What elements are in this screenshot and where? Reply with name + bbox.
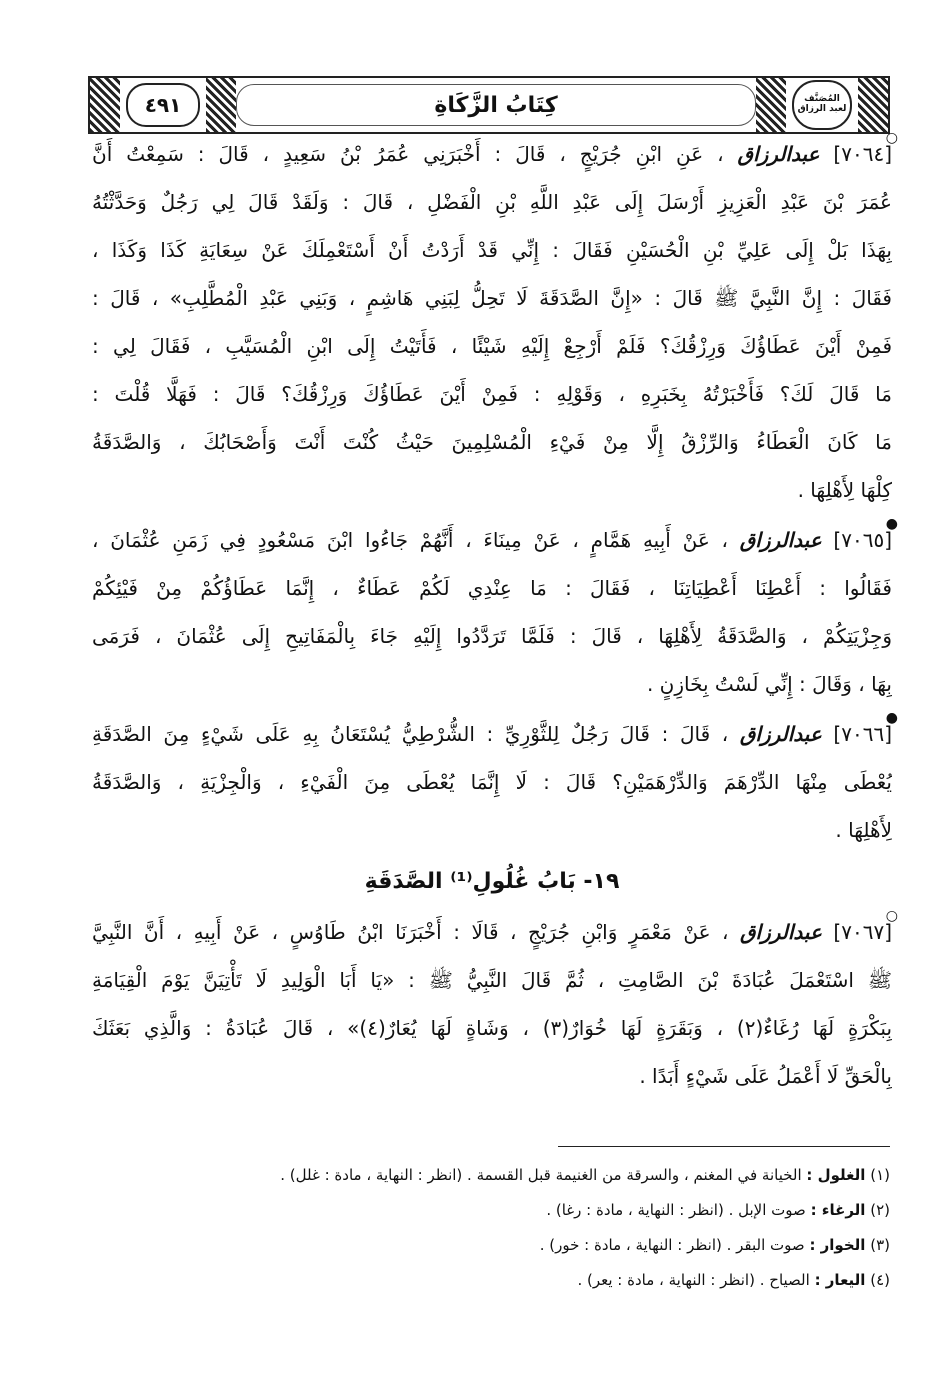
entry-marker-icon: ● (885, 710, 898, 726)
hadith-number: [٧٠٦٦] (833, 722, 892, 746)
footnote-number: (٣) (870, 1236, 890, 1254)
footnote-text: الصياح . (انظر : النهاية ، مادة : يعر) . (577, 1271, 810, 1289)
narrator-name: عبدالرزاق (739, 528, 822, 552)
line-text: كِلْهَا لِأَهْلِهَا . (797, 478, 892, 502)
book-logo: المُصَنَّف لعبد الرزاق (792, 80, 852, 130)
hadith-entry (92, 710, 898, 854)
text-line (92, 660, 892, 708)
footnote-text: الخيانة في المغنم ، والسرقة من الغنيمة قبل القسمة . (انظر : النهاية ، مادة : غلل) . (280, 1166, 802, 1184)
text-line (92, 274, 892, 322)
book-title: كِتَابُ الزَّكَاةِ (236, 84, 756, 126)
line-text: فَمِنْ أَيْنَ عَطَاؤُكَ وَرِزْقُكَ؟ فَلَمْ أَرْجِعْ إِلَيْهِ شَيْئًا ، فَأَتَيْتُ إِلَى ابْنِ الْمُسَيَّبِ ، فَقَالَ لِي : (92, 334, 892, 358)
line-text: ، قَالَ : قَالَ رَجُلٌ لِلثَّوْرِيِّ : الشُّرْطِيُّ يُسْتَعَانُ بِهِ عَلَى شَيْءٍ مِنَ الصَّدَقَةِ (92, 722, 729, 746)
text-line (92, 130, 892, 178)
line-text: وَجِزْيَتِكُمْ ، وَالصَّدَقَةُ لِأَهْلِهَا ، قَالَ : فَلَمَّا تَرَدَّدُوا إِلَيْهِ جَاءَ بِالْمَفَاتِيحِ إِلَى عُثْمَانَ ، فَرَمَى (92, 624, 892, 648)
text-line (92, 564, 892, 612)
line-text: ﷺ اسْتَعْمَلَ عُبَادَةَ بْنَ الصَّامِتِ ، ثُمَّ قَالَ النَّبِيُّ ﷺ : «يَا أَبَا الْوَلِيدِ لَا تَأْتِيَنَّ يَوْمَ الْقِيَامَةِ (92, 968, 892, 992)
narrator-name: عبدالرزاق (739, 722, 822, 746)
footnote-text: صوت البقر . (انظر : النهاية ، مادة : خور) . (539, 1236, 805, 1254)
line-text: لِأَهْلِهَا . (835, 818, 892, 842)
footnotes (92, 1158, 890, 1298)
ornament (206, 78, 236, 132)
line-text: فَقَالَ : إِنَّ النَّبِيَّ ﷺ قَالَ : «إِنَّ الصَّدَقَةَ لَا تَحِلُّ لِبَنِي هَاشِمٍ ، وَبَنِي عَبْدِ الْمُطَّلِبِ» ، قَالَ : (92, 286, 892, 310)
footnote-number: (٤) (870, 1271, 890, 1289)
text-line (92, 1052, 892, 1100)
line-text: بِالْحَقِّ لَا أَعْمَلُ عَلَى شَيْءٍ أَبَدًا . (639, 1064, 892, 1088)
footnote-term: الغلول : (806, 1166, 866, 1184)
footnote-term: اليعار : (814, 1271, 866, 1289)
ornament-right (858, 78, 888, 132)
text-line (92, 612, 892, 660)
text-line (92, 908, 892, 956)
running-header (88, 76, 890, 134)
entry-marker-icon: ● (885, 516, 898, 532)
hadith-entry (92, 908, 898, 1100)
text-line (92, 418, 892, 466)
footnote-number: (١) (870, 1166, 890, 1184)
footnote (92, 1193, 890, 1228)
footnote (92, 1263, 890, 1298)
line-text: مَا قَالَ لَكَ؟ فَأَخْبَرْتُهُ بِخَبَرِهِ ، وَقَوْلِهِ : فَمِنْ أَيْنَ عَطَاؤُكَ وَرِزْقُكَ؟ قَالَ : فَهَلَّا قُلْتَ : (92, 382, 892, 406)
hadith-number: [٧٠٦٤] (833, 142, 892, 166)
line-text: عُمَرَ بْنَ عَبْدِ الْعَزِيزِ أَرْسَلَ إِلَى عَبْدِ اللَّهِ بْنِ الْفَضْلِ ، قَالَ : وَلَقَدْ قَالَ لِي رَجُلٌ وَحَدَّثْتُهُ (92, 190, 892, 214)
hadith-entry (92, 516, 898, 708)
line-text: بِهَذَا بَلْ إِلَى عَلِيِّ بْنِ الْحُسَيْنِ فَقَالَ : إِنِّي قَدْ أَرَدْتُ أَنْ أَسْتَعْمِلَكَ عَنْ سِعَايَةِ كَذَا وَكَذَا ، (92, 238, 892, 262)
text-line (92, 178, 892, 226)
footnote-divider (558, 1146, 890, 1147)
text-line (92, 516, 892, 564)
hadith-number: [٧٠٦٥] (833, 528, 892, 552)
entry-marker-icon: ○ (885, 908, 898, 924)
footnote (92, 1158, 890, 1193)
text-line (92, 956, 892, 1004)
footnote-text: صوت الإبل . (انظر : النهاية ، مادة : رغا) . (546, 1201, 806, 1219)
hadith-number: [٧٠٦٧] (833, 920, 892, 944)
line-text: مَا كَانَ الْعَطَاءُ وَالرِّزْقُ إِلَّا مِنْ فَيْءِ الْمُسْلِمِينَ حَيْثُ كُنْتَ أَنْتَ وَأَصْحَابُكَ ، وَالصَّدَقَةُ (92, 430, 892, 454)
narrator-name: عبدالرزاق (740, 920, 822, 944)
text-line (92, 710, 892, 758)
text-line (92, 226, 892, 274)
text-line (92, 758, 892, 806)
footnote (92, 1228, 890, 1263)
text-line (92, 466, 892, 514)
text-line (92, 370, 892, 418)
main-text (92, 130, 898, 1102)
entry-marker-icon: ○ (885, 130, 898, 146)
line-text: يُعْطَى مِنْهَا الدِّرْهَمَ وَالدِّرْهَمَيْنِ؟ قَالَ : لَا إِنَّمَا يُعْطَى مِنَ الْفَيْءِ ، وَالْجِزْيَةِ ، وَالصَّدَقَةُ (92, 770, 892, 794)
line-text: ، عَنِ ابْنِ جُرَيْجٍ ، قَالَ : أَخْبَرَنِي عُمَرُ بْنُ سَعِيدٍ ، قَالَ : سَمِعْتُ أَنَّ (92, 142, 724, 166)
line-text: ، عَنْ مَعْمَرٍ وَابْنِ جُرَيْجٍ ، قَالَا : أَخْبَرَنَا ابْنُ طَاوُسٍ ، عَنْ أَبِيهِ ، أَنَّ النَّبِيَّ (92, 920, 729, 944)
line-text: بِهَا ، وَقَالَ : إِنِّي لَسْتُ بِخَازِنٍ . (646, 672, 892, 696)
narrator-name: عبدالرزاق (737, 142, 820, 166)
ornament (756, 78, 786, 132)
text-line (92, 1004, 892, 1052)
line-text: فَقَالُوا : أَعْطِنَا أَعْطِيَاتِنَا ، فَقَالَ : مَا عِنْدِي لَكُمْ عَطَاءٌ ، إِنَّمَا عَطَاؤُكُمْ مِنْ فَيْئِكُمْ (92, 576, 892, 600)
footnote-number: (٢) (870, 1201, 890, 1219)
ornament-left (90, 78, 120, 132)
hadith-entry (92, 130, 898, 514)
page-number: ٤٩١ (126, 83, 200, 127)
section-heading: ١٩- بَابُ غُلُولِ⁽¹⁾ الصَّدَقَةِ (364, 869, 620, 894)
line-text: بِبَكْرَةٍ لَهَا رُغَاءٌ(٢) ، وَبَقَرَةٍ لَهَا خُوَارٌ(٣) ، وَشَاةٍ لَهَا يُعَارٌ(٤)» ، قَالَ عُبَادَةُ : وَالَّذِي بَعَثَكَ (92, 1016, 892, 1040)
footnote-term: الخوار : (809, 1236, 866, 1254)
text-line (92, 322, 892, 370)
footnote-term: الرغاء : (810, 1201, 866, 1219)
text-line (92, 806, 892, 854)
line-text: ، عَنْ أَبِيهِ هَمَّامٍ ، عَنْ مِينَاءَ ، أَنَّهُمْ جَاءُوا ابْنَ مَسْعُودٍ فِي زَمَنِ عُثْمَانَ ، (92, 528, 728, 552)
